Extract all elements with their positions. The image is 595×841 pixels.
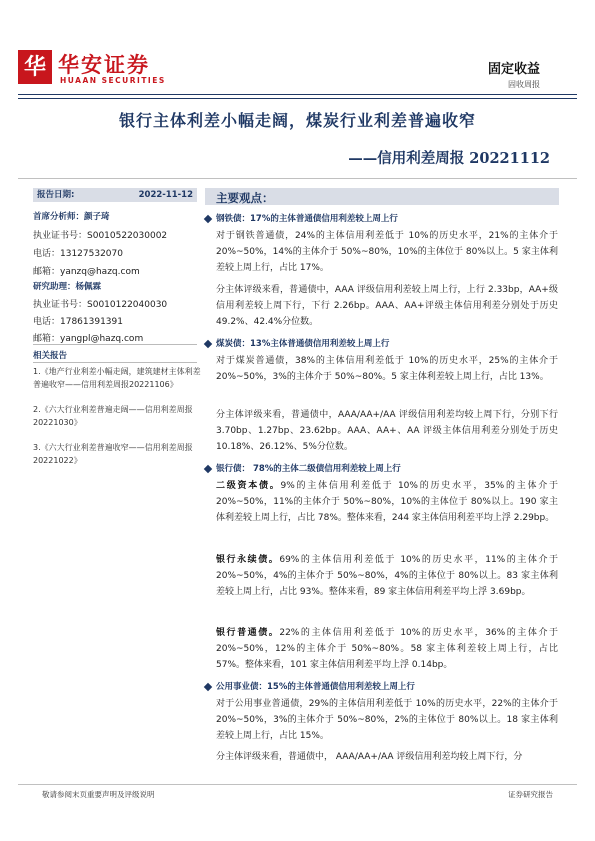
section-header-coal: 煤炭债：13%主体普通债信用利差较上周上行 bbox=[205, 337, 389, 349]
related-reports-header: 相关报告 bbox=[33, 351, 68, 361]
title-divider bbox=[18, 178, 577, 179]
para-lead: 二级资本债。 bbox=[216, 481, 281, 491]
footer-disclaimer[interactable]: 敬请参阅末页重要声明及评级说明 bbox=[42, 790, 155, 799]
diamond-bullet-icon bbox=[204, 339, 212, 347]
related-divider bbox=[33, 362, 197, 363]
analyst1-cert: 执业证书号：S0010522030002 bbox=[33, 231, 168, 241]
paragraph: 银行普通债。22%的主体信用利差低于 10%的历史水平，36%的主体介于 20%~50%，12%的主体介于 50%~80%。58 家主体利差较上周上行，占比 57%。整体来看，101 家主体信用利差平均上浮 0.14bp。 bbox=[216, 628, 558, 671]
analyst2-cert: 执业证书号：S0010122040030 bbox=[33, 300, 168, 310]
page-title: 银行主体利差小幅走阔，煤炭行业利差普遍收窄 bbox=[118, 111, 476, 130]
para-lead: 银行普通债。 bbox=[216, 628, 280, 638]
footer-rule bbox=[18, 784, 577, 785]
paragraph: 对于公用事业普通债，29%的主体信用利差低于 10%的历史水平，22%的主体介于 20%~50%，3%的主体介于 50%~80%，2%的主体位于 80%以上。18 家主体利差较上周上行，占比 15%。 bbox=[216, 699, 558, 742]
paragraph: 对于钢铁普通债，24%的主体信用利差低于 10%的历史水平，21%的主体介于 20%~50%，14%的主体介于 50%~80%，10%的主体位于 80%以上。5 家主体利差较上周上行，占比 17%。 bbox=[216, 231, 558, 274]
diamond-bullet-icon bbox=[204, 464, 212, 472]
analyst2-phone: 电话：17861391391 bbox=[33, 317, 123, 327]
related-report-2[interactable]: 2.《六大行业利差普遍走阔——信用利差周报 20221030》 bbox=[33, 405, 193, 427]
related-report-1[interactable]: 1.《地产行业利差小幅走阔，建筑建材主体利差普遍收窄——信用利差周报20221106》 bbox=[33, 367, 201, 389]
diamond-bullet-icon bbox=[204, 682, 212, 690]
report-date-label: 报告日期: bbox=[37, 190, 75, 200]
section-header-steel: 钢铁债：17%的主体普通债信用利差较上周上行 bbox=[205, 212, 398, 224]
header-rule-thin bbox=[18, 98, 577, 99]
analyst2-email[interactable]: 邮箱：yangpl@hazq.com bbox=[33, 334, 144, 344]
section-header-bank: 银行债： 78%的主体二级债信用利差较上周上行 bbox=[205, 462, 401, 474]
analyst1-email[interactable]: 邮箱：yanzq@hazq.com bbox=[33, 267, 140, 277]
paragraph: 分主体评级来看，普通债中，AAA 评级信用利差较上周上行，上行 2.33bp，AA+级信用利差较上周下行，下行 2.26bp。AAA、AA+评级主体信用利差分别处于历史 49.2%、42.4%分位数。 bbox=[216, 285, 558, 328]
related-report-3[interactable]: 3.《六大行业利差普遍收窄——信用利差周报 20221022》 bbox=[33, 443, 193, 465]
logo-text-cn: 华安证券 bbox=[58, 52, 150, 77]
header-rule bbox=[18, 94, 577, 95]
report-category: 固定收益 bbox=[487, 62, 540, 77]
logo-mark: 华 bbox=[18, 50, 52, 84]
analyst1-role: 首席分析师：颜子琦 bbox=[33, 212, 110, 222]
paragraph: 对于煤炭普通债，38%的主体信用利差低于 10%的历史水平，25%的主体介于 20%~50%，3%的主体介于 50%~80%。5 家主体利差较上周上行，占比 13%。 bbox=[216, 356, 558, 383]
analyst1-phone: 电话：13127532070 bbox=[33, 249, 123, 259]
para-lead: 银行永续债。 bbox=[216, 555, 280, 565]
main-points-title: 主要观点： bbox=[216, 191, 274, 205]
logo-text-en: HUAAN SECURITIES bbox=[60, 76, 166, 85]
report-subcategory: 固收周报 bbox=[508, 80, 540, 89]
diamond-bullet-icon bbox=[204, 214, 212, 222]
paragraph: 分主体评级来看，普通债中， AAA/AA+/AA 评级信用利差均较上周下行，分 bbox=[216, 752, 523, 762]
paragraph: 二级资本债。9%的主体信用利差低于 10%的历史水平，35%的主体介于 20%~50%，11%的主体介于 50%~80%，10%的主体位于 80%以上。190 家主体利差较上周上行，占比 78%。整体来看，244 家主体信用利差平均上浮 2.29bp。 bbox=[216, 481, 558, 524]
report-date-value: 2022-11-12 bbox=[138, 190, 193, 200]
section-header-utilities: 公用事业债：15%的主体普通债信用利差较上周上行 bbox=[205, 680, 415, 692]
paragraph: 分主体评级来看，普通债中，AAA/AA+/AA 评级信用利差均较上周下行，分别下行 3.70bp、1.27bp、23.62bp。AAA、AA+、AA 评级主体信用利差分别处于历史 10.18%、26.12%、5%分位数。 bbox=[216, 410, 558, 453]
page-subtitle: ——信用利差周报 20221112 bbox=[348, 150, 550, 167]
report-date-box bbox=[33, 188, 197, 202]
footer-doc-type: 证券研究报告 bbox=[508, 790, 553, 799]
left-divider bbox=[33, 344, 197, 345]
paragraph: 银行永续债。69%的主体信用利差低于 10%的历史水平，11%的主体介于 20%~50%，4%的主体介于 50%~80%，4%的主体位于 80%以上。83 家主体利差较上周上行，占比 93%。整体来看，89 家主体信用利差平均上浮 3.69bp。 bbox=[216, 555, 558, 598]
analyst2-role: 研究助理：杨佩霖 bbox=[33, 282, 102, 292]
